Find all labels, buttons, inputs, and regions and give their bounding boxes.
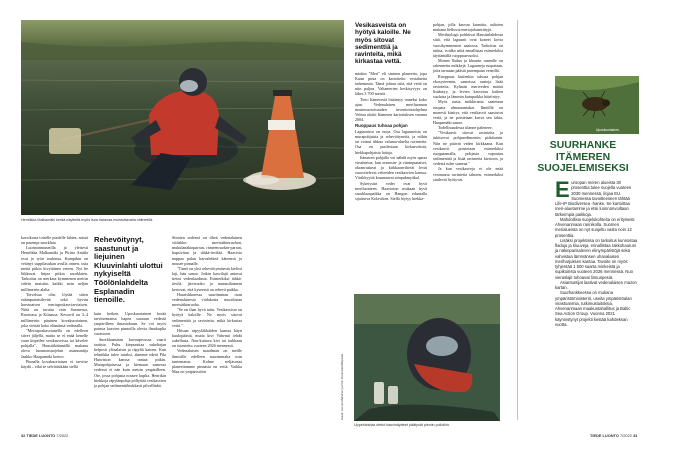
page-number-left: 32 [21,433,26,438]
paragraph: Tieto Itämerestä lisääntyy onneksi koko ajan. Vedenalaisen meriluonnon monimuotoisuuden inventointiohjelma Velmu aloitti Itämeren kartoituksen vuonna 2004. [355,96,427,123]
paragraph: Luonnonmuseolla ja yleisesti Henriikka Malkamäki ja Piritta Anttila ovat jo työn touhussa. Kumpikin on vetänyt suppilasukan avulla onnen, usta mettä pitkin kivyttänen veteen. Nyt he liikkuvat linjaa pitkin snorklaten. Tarkoitus on merkata kymmenen metrin välein muistiin kaikki noin neljän millimetrin alalta. [21,245,88,292]
article-column-1 [21,235,88,369]
paragraph: Vedenalaisen maailman on meille ihmisille edelleen suurimmalta osin tuntematon. Kolme neljäsosaa planeettamme pinnasta on vettä. Vaikka Maa on ympäristöön [172,348,242,375]
paragraph: Ja kun vesikasveja ei ole enää vesimassa ravinteita tahrzen, esimerkiksi sinilevät hyötyvät. [433,166,503,182]
paragraph: Haurishkaressa suuriimman osan vedenalaisesta viidakosta muodostaa merisätkinruoho. [172,291,242,308]
paragraph: kuin hetken. Uposkuoriainen kerää tarvitsemansa hapen suoraan vedestä ympärilleen ilmastokuun. Se voi myös poimia kasvien pinnoilla olevia ilmakuplia varastoon. [94,310,166,337]
magazine-name-left: TIEDE LUONTO [26,433,56,438]
main-photo-snorkeler [21,20,344,215]
article-column-2 [94,311,166,388]
drop-cap: E [555,177,570,202]
sidebar-divider [517,20,518,420]
paragraph: "Se on ihan hyvä tuttu. Vesikasvista on hyötyä kaloille. Ne myös sitovat sedimenttiä ja ravinteita, mikä kirkastaa vettä." [172,307,242,328]
paragraph: Toivelsaa olisi löytää sitten eräänpartaisilevää sekä hyviin harvinaisen meriuposkasviarviaisen. Niitä on tavattu vain Suomessa, Ruotsissa ja Kiinassa. Kesowil on 3–4 millimetrin pituinen kovakuoriainen, joka viettää koko elämänsä vedenalla. [21,291,88,328]
beetle-photo [555,76,639,134]
paragraph: Lisäksi projektissa on tarkoitus kunnostaa fladuja ja kluuveja, ennallistaa rakkohauruni ja näkinparisaleven elinympäristöjä sekä vahvistaa lämmänsen uhanalaisen meriharjuksen kantaa. Tavoite on myös tyhjentää 1 500 saarta minkeistä ja supikoirista vuoteen 2026 mennessä. Nuo vieraslajit tuhoavat linnunpesiä. [555,237,638,280]
paragraph: Suurhankkeessa on mukana ympäristöministeriö, useita ympäristöalan virastoanmia, tutkimuslaitoksia, Ahvenanmaan maakuntahallitus ja Baltic Sea Action Group. Vuonna 2021 käynnistynyt projekti kestää kahdeksan vuotta. [555,290,632,327]
sidebar-body [555,177,639,327]
beetle-illustration [555,76,639,134]
paragraph: Itämeren pohjalla voi nähdä myös upeaa virtahietoa, kun oranssin- ja viininpunaiset, okranruskeat ja kirkkaanvihreät levät vuorottelevat vehreiden vesikasvien kanssa. Värikkyyttä kruunaavat simpukmyäkal. [355,154,427,181]
paragraph: Mahdollisia suojelukohteita on erityisesti Ahvenanmaan rannikolla. Suomen merialueista on nyt suojeltu vasta noin 12 prosenttia. [555,216,635,238]
paragraph: Siimien sedeseä on tiheä vedenalainen viidakko: merisätkinruohon, mukulanäkinparran, rämeenruokin-parran, hapsivitan ja tähkä-ärvilää. Haavisto nappaa palan karvalehteä käteensä ja nousee pinnalle. [172,235,242,266]
paragraph: uroopan meren alueista 30 prosenttia tulee suojella vuoteen 2030 mennessä, linjaa EU. Suomessa tavoitteeseen tähtää Life-IP Biodiversea -hanke. Se kartoittaa meri-aluetamme ja etsii luonnonvoiltaan tärkeimpiä paikkoja. [555,180,632,217]
paragraph: Ruoppaus kuitenkin tuhoaa pohjan ekosysteemin, samoissa rantoja lisää ravinteita. Kylmän meriveden määrä lisääntyy, ja levien kasvetuu kaiken suolaisa ja lämmin kutupaikka häiriintyy. [433,73,503,100]
magazine-name-right: TIEDE LUONTO [590,433,619,438]
diver-illustration [354,294,500,421]
article-column-4 [355,71,427,201]
column-4 [355,22,427,201]
paragraph: Snorklaamisen kuvauprvussa vaarii taatista. Puhu kiepsauttaa sukeltajan helposti ylösalaisin ja räpyliä katoen. Kun tekniikka tulee tutuksi, alamme edetä Pila Haavision kanssa rantaa pitkin. Mutapohjaisessa ja hiemaan samessa vedessä ei näe kuin metrin ympärilleen. Ote, jossa pohjasta nousee kuplia. Henrikin hiekkoja räpylänpohja pöllyttää vesikasvien ja pohjan sedimenttihiukkasit pilvellinkä. [94,336,166,388]
paragraph: minkin "Meri" eli sininen planeetta, jopa Kuun pinta on kartoitettu vesialuetta tarkemmin. Tämä johtuu siitä, että vettä on niin paljon. Valtamerten keskisyvyys on lähes 3 700 metriä. [355,70,427,97]
left-folio [21,433,68,438]
paragraph: Monen lladan ja khaurin rannalle on rakennettu mökkejä. Laguuneja ruopataan, jotta tarmaan päästä parempaan veneillä. [433,58,503,74]
pull-quote: Rehevöitynyt, saastunut ja liejuinen Kluuvinlahti ulottui nykyiseltä Töölönlahdelta Esplanadin tienoille. [94,235,163,305]
beetle-photo-caption: Uposkuoriainen. [596,128,620,132]
paragraph: Asiantuntijat laativat vedenalaisen mazon kartan. [555,279,637,290]
paragraph: Sykeiysiin vedet ovat hyvä meriluonteen. Haavioton mukaan hyvä snorklaaspaikka on Hangon eduntalla sijaitseva Kolaviken. Siellä löytyy hiekka- [355,180,427,201]
paragraph: pohjan, jolla kasvaa kaunitta, aaltoien mukana lielluvia meriajokasniittyjä. [433,22,503,33]
paragraph: "Tämä on yksi rehevöitymisestä kielivä laji, hän sanoo. Jotkin kasvilajit antavat tietoa vedenlaadusta. Esimerkiksi tähkä-ärvilä, järviruoko ja nummilaimeni kertovat, että kyseessä on rehevä paikka. [172,265,242,292]
sample-bottles-photo [354,294,500,421]
paragraph: Myös uusia mökkiranta saatetaan ruopata ulmaarantakai. Ilmiöllä on monesti käsitys, että vesikasvit saastuvat vettä, ja ne poistetaan kuvat sen takia, Haapamäki sanoo. [433,99,503,125]
article-column-5 [433,22,503,182]
small-photo-caption: Uppeluksista otetut kasvinäytteet päätyvät pieniin pulloihin. [354,423,451,427]
pull-quote-2: Vesikasveista on hyötyä kaloille. Ne myös sitovat sedimenttiä ja ravinteita, mikä kirkastaa vettä. [355,22,411,66]
paragraph: Merihiologit pohkiivat Hausiinlahdessa siitä, että laguunit ovat koneet kovia vuosikymmenten aaatossa. Tarkoitus on tutkia, voidko niitä ennallistaa esimerkiksi täyttämällä ruoppausvuoksi. [433,32,503,58]
sidebar-title-line: ITÄMEREN [555,151,611,163]
column-2 [94,236,166,388]
article-column-3 [172,235,242,374]
snorkeler-illustration [21,20,344,215]
paragraph: Pinnalla kovakuoriaisen ei tarvitse käydä – eikä se selviäisikään siellä [21,358,88,369]
main-photo-caption: Henriikka Malkamäki kerää näytteitä myös isoa haravaa muistuttavalla välineellä. [21,218,154,222]
paragraph: "Meriuposkasvianella on edelleen siivet jäljellä, mutta se ei enää kenelle vaan kiipeilee vesikasveissa tai kävelee pohjalla", Hausiiikäännällä mukana oleva luonnonsuojelun asiantuntija Jaakko Haapamäki kertoo. [21,327,88,359]
issue-left: 7/2022 [56,433,69,438]
paragraph: Hiisaar räpyyläkkäiden kanssa käyn kuulopäästä, mutta kivi Vahvasti tehdä sukellusta. Nau-kuttava kivi tai tarkkaan on toteutettu vuoteen 2026 mennessä. [172,327,242,349]
page-number-right: 33 [633,433,638,438]
paragraph: Todellisuudessa tilanne paleneee. [438,125,493,131]
subheading: Ruoppaus tuhoaa pohjan [355,123,408,129]
paragraph: kasvikosta toiselle puolelle lahtea, missä on parempi snorklata. [21,235,88,246]
issue-right: 7/2022 [620,433,632,438]
paragraph: "Vesikasvit sitovat ravinteita ja tukitsevat pohjasedimentin pidulumin. Niin ne pitävät veden kirkkaana. Kun vesikasvit poistetaan esimerkiksi ruoppaamalla, pohjasta vapautuu sedimenttiä ja lisää ravinteita kiertoon, ja vedestä tulee sameaa." [433,130,503,167]
right-folio [590,433,637,438]
sidebar-title [528,140,638,175]
sidebar-title-line: SUURHANKE [549,140,617,151]
sidebar-title-line: SUOJELEMISEKSI [537,163,629,175]
paragraph: Laguunissa on eroja. Osa laguuneista on murapohjaisia ja rehevöityneitä, ja niihin on voinut tihkua valuma-aluelta ravinteita. Osa on puolestaan kirkasvetisiä, hiekkapohjaisia laitoja. [355,128,427,155]
photo-credit: Kuvat: Joonas Metsänen ja Piotr Roszczak/Wikipedia [340,353,344,420]
